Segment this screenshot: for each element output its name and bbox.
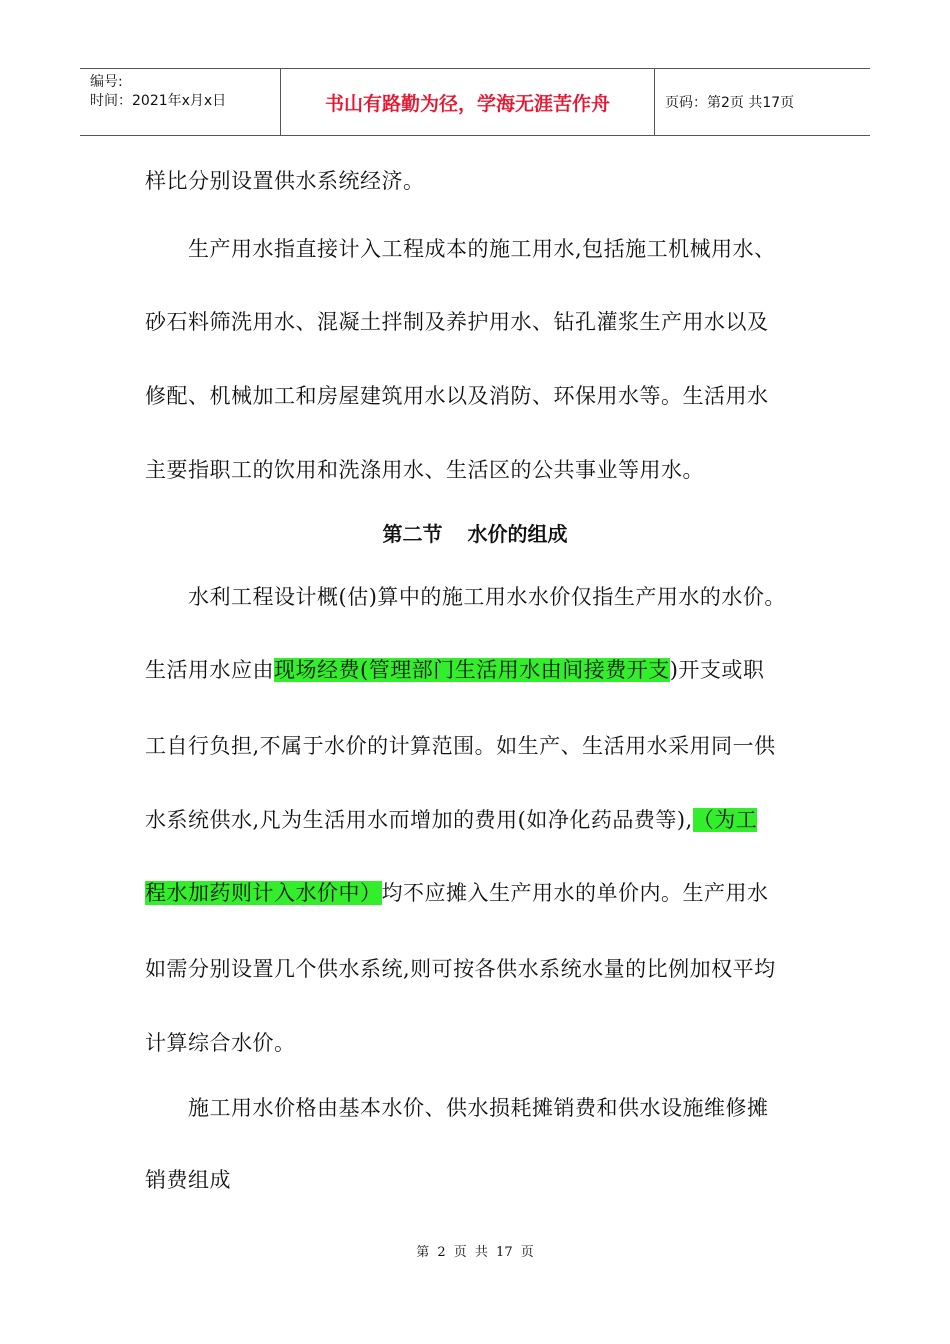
header-motto-cell	[281, 69, 655, 135]
header-meta	[80, 69, 281, 135]
highlighted-text: （为工	[692, 808, 758, 832]
body-text-line: 生产用水指直接计入工程成本的施工用水,包括施工机械用水、	[188, 237, 776, 261]
body-text-line: 工自行负担,不属于水价的计算范围。如生产、生活用水采用同一供	[145, 734, 776, 758]
body-text-line: 水利工程设计概(估)算中的施工用水水价仅指生产用水的水价。	[188, 585, 786, 609]
header-page-info-cell	[655, 69, 870, 135]
highlighted-text: 现场经费(管理部门生活用水由间接费开支	[274, 658, 670, 682]
body-text-line: 砂石料筛洗用水、混凝土拌制及养护用水、钻孔灌浆生产用水以及	[145, 310, 769, 334]
document-number-label: 编号:	[90, 74, 123, 90]
header-motto: 书山有路勤为径，学海无涯苦作舟	[324, 92, 610, 115]
body-text-line	[145, 655, 764, 685]
document-date: 时间：2021年x月x日	[90, 93, 227, 109]
section-heading: 第二节 水价的组成	[382, 522, 568, 546]
text-segment: 生活用水应由	[145, 658, 274, 682]
text-segment: 水系统供水,凡为生活用水而增加的费用(如净化药品费等),	[145, 808, 693, 832]
body-text-line: 修配、机械加工和房屋建筑用水以及消防、环保用水等。生活用水	[145, 384, 769, 408]
body-text-line: 主要指职工的饮用和洗涤用水、生活区的公共事业等用水。	[145, 458, 704, 482]
page-footer: 第 2 页 共 17 页	[416, 1245, 534, 1260]
page-header	[80, 68, 870, 136]
highlighted-text: 程水加药则计入水价中）	[145, 881, 382, 905]
body-text-line: 施工用水价格由基本水价、供水损耗摊销费和供水设施维修摊	[188, 1096, 769, 1120]
text-segment: )开支或职	[669, 658, 765, 682]
body-text-line: 销费组成	[145, 1168, 231, 1192]
body-text-line: 样比分别设置供水系统经济。	[145, 169, 425, 193]
body-text-line: 计算综合水价。	[145, 1031, 296, 1055]
body-text-line	[145, 805, 757, 835]
header-page-info: 页码：第2页 共17页	[665, 95, 795, 111]
text-segment: 均不应摊入生产用水的单价内。生产用水	[381, 881, 769, 905]
body-text-line	[145, 878, 769, 908]
body-text-line: 如需分别设置几个供水系统,则可按各供水系统水量的比例加权平均	[145, 957, 776, 981]
